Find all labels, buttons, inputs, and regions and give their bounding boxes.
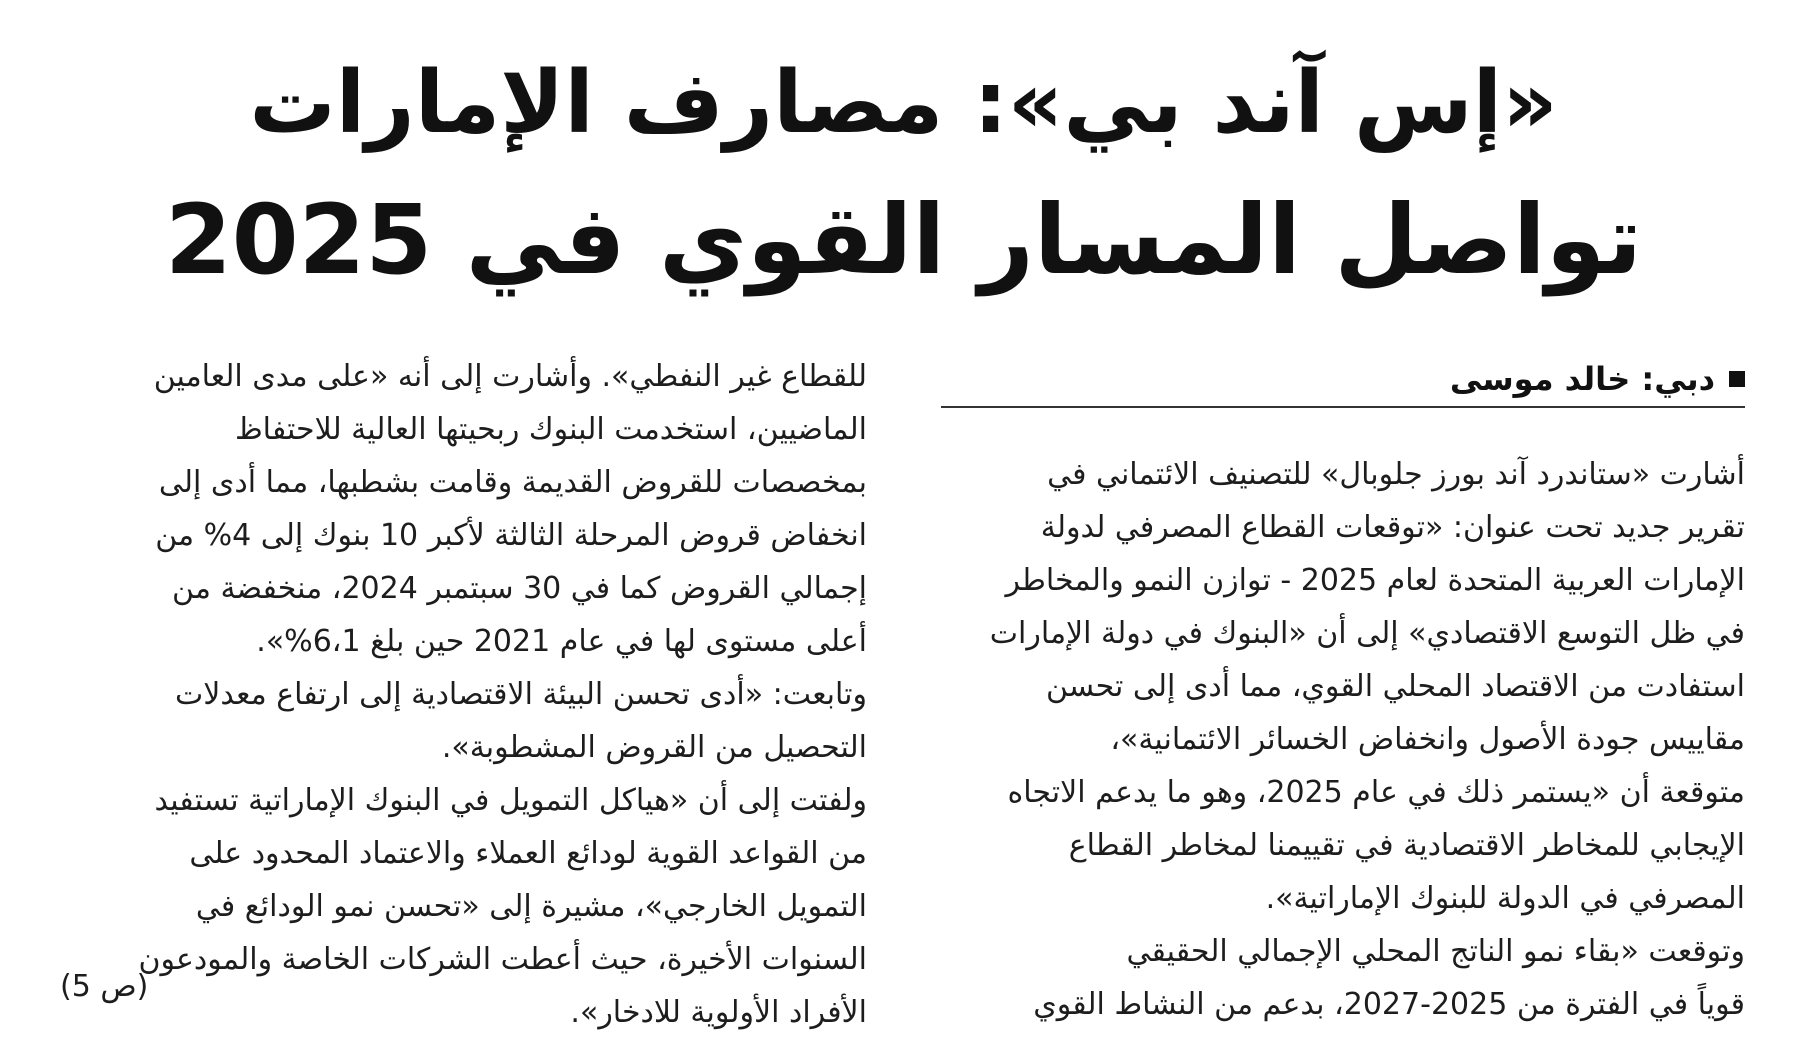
body-line: تقرير جديد تحت عنوان: «توقعات القطاع المصرفي لدولة (1040, 510, 1745, 545)
body-line: وتابعت: «أدى تحسن البيئة الاقتصادية إلى ارتفاع معدلات (175, 677, 867, 712)
body-line: أشارت «ستاندرد آند بورز جلوبال» للتصنيف الائتماني في (1047, 457, 1745, 492)
body-line: وتوقعت «بقاء نمو الناتج المحلي الإجمالي الحقيقي (1126, 934, 1745, 969)
body-line: قوياً في الفترة من 2025-2027، بدعم من النشاط القوي (1033, 987, 1745, 1022)
body-line: إجمالي القروض كما في 30 سبتمبر 2024، منخفضة من (172, 571, 867, 606)
body-line: التمويل الخارجي»، مشيرة إلى «تحسن نمو الودائع في (195, 889, 867, 924)
body-line: السنوات الأخيرة، حيث أعطت الشركات الخاصة والمودعون (138, 942, 867, 977)
body-line: استفادت من الاقتصاد المحلي القوي، مما أدى إلى تحسن (1046, 669, 1745, 704)
square-bullet-icon (1729, 371, 1745, 387)
body-line: التحصيل من القروض المشطوبة». (441, 730, 867, 765)
body-line: مقاييس جودة الأصول وانخفاض الخسائر الائتمانية»، (1110, 722, 1745, 757)
page-reference: (ص 5) (60, 969, 149, 1004)
body-line: الماضيين، استخدمت البنوك ربحيتها العالية للاحتفاظ (234, 412, 867, 447)
article-column-right (937, 448, 1745, 1031)
article-column-left (59, 350, 867, 1039)
body-line: ولفتت إلى أن «هياكل التمويل في البنوك الإماراتية تستفيد (154, 783, 867, 818)
byline-text: دبي: خالد موسى (1449, 360, 1715, 398)
body-line: متوقعة أن «يستمر ذلك في عام 2025، وهو ما يدعم الاتجاه (1007, 775, 1745, 810)
body-line: للقطاع غير النفطي». وأشارت إلى أنه «على مدى العامين (153, 359, 867, 394)
headline-line-2: تواصل المسار القوي في 2025 (165, 184, 1642, 296)
body-line: في ظل التوسع الاقتصادي» إلى أن «البنوك في دولة الإمارات (989, 616, 1745, 651)
body-line: بمخصصات للقروض القديمة وقامت بشطبها، مما أدى إلى (158, 465, 867, 500)
body-line: الأفراد الأولوية للادخار». (570, 995, 867, 1030)
byline (945, 356, 1745, 402)
body-line: انخفاض قروض المرحلة الثالثة لأكبر 10 بنوك إلى 4% من (155, 518, 867, 553)
body-line: أعلى مستوى لها في عام 2021 حين بلغ 6،1%». (256, 624, 867, 659)
body-line: المصرفي في الدولة للبنوك الإماراتية». (1265, 881, 1745, 916)
body-line: الإيجابي للمخاطر الاقتصادية في تقييمنا لمخاطر القطاع (1068, 828, 1745, 863)
byline-divider (941, 406, 1745, 408)
body-line: من القواعد القوية لودائع العملاء والاعتماد المحدود على (189, 836, 867, 871)
body-line: الإمارات العربية المتحدة لعام 2025 - توازن النمو والمخاطر (1005, 563, 1745, 598)
headline-line-1: «إس آند بي»: مصارف الإمارات (249, 53, 1558, 153)
